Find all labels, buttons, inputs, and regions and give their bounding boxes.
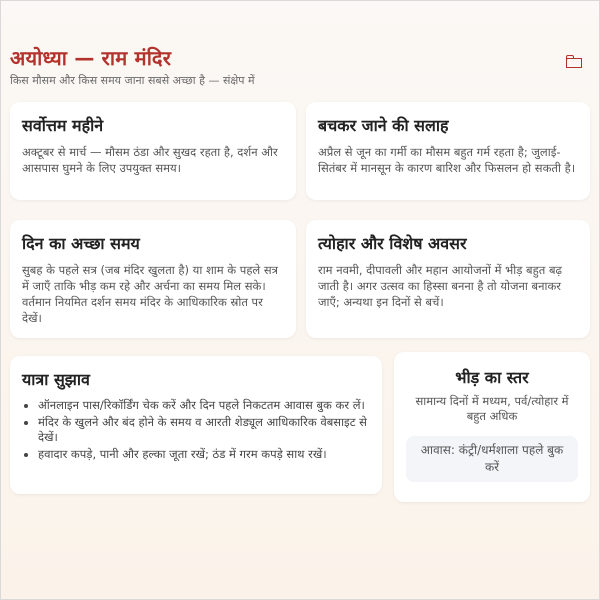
card-best-months <box>10 102 296 200</box>
card-best-time-of-day <box>10 220 296 338</box>
card-crowd-level <box>394 352 590 502</box>
card-avoid <box>306 102 590 200</box>
card-title: त्योहार और विशेष अवसर <box>318 234 467 253</box>
card-text: राम नवमी, दीपावली और महान आयोजनों में भीड़ बहुत बढ़ जाती है। अगर उत्सव का हिस्सा बनना है तो योजना बनाकर जाएँ; अन्यथा इन दिनों से बचें। <box>318 263 562 309</box>
page-title: अयोध्या — राम मंदिर <box>10 46 172 70</box>
card-title: यात्रा सुझाव <box>22 370 90 389</box>
card-text: अप्रैल से जून का गर्मी का मौसम बहुत गर्म रहता है; जुलाई-सितंबर में मानसून के कारण बारिश और फिसलन हो सकती है। <box>318 145 576 175</box>
card-festivals <box>306 220 590 338</box>
list-item: • ऑनलाइन पास/रिकॉर्डिंग चेक करें और दिन पहले निकटतम आवास बुक कर लें। <box>38 398 370 413</box>
card-title: बचकर जाने की सलाह <box>318 116 449 135</box>
card-title: भीड़ का स्तर <box>455 368 529 387</box>
page-subtitle: किस मौसम और किस समय जाना सबसे अच्छा है — संक्षेप में <box>10 74 255 87</box>
lodging-note: आवास: कंट्री/धर्मशाला पहले बुक करें <box>406 436 578 482</box>
page-header <box>10 44 590 88</box>
flag-icon[interactable] <box>566 58 582 68</box>
card-travel-tips <box>10 356 382 494</box>
card-text: अक्टूबर से मार्च — मौसम ठंडा और सुखद रहता है, दर्शन और आसपास घुमने के लिए उपयुक्त समय। <box>22 145 278 175</box>
crowd-text: सामान्य दिनों में मध्यम, पर्व/त्योहार में बहुत अधिक <box>415 394 569 423</box>
list-item: • मंदिर के खुलने और बंद होने के समय व आरती शेड्यूल आधिकारिक वेबसाइट से देखें। <box>38 415 370 445</box>
card-text: सुबह के पहले सत्र (जब मंदिर खुलता है) या शाम के पहले सत्र में जाएँ ताकि भीड़ कम रहे और अर्चना का समय मिल सके। वर्तमान नियमित दर्शन समय मंदिर के आधिकारिक स्रोत पर देखें। <box>22 263 278 325</box>
list-item: • हवादार कपड़े, पानी और हल्का जूता रखें; ठंड में गरम कपड़े साथ रखें। <box>38 447 370 462</box>
tips-list <box>22 398 370 462</box>
card-title: सर्वोत्तम महीने <box>22 116 104 135</box>
card-title: दिन का अच्छा समय <box>22 234 140 253</box>
